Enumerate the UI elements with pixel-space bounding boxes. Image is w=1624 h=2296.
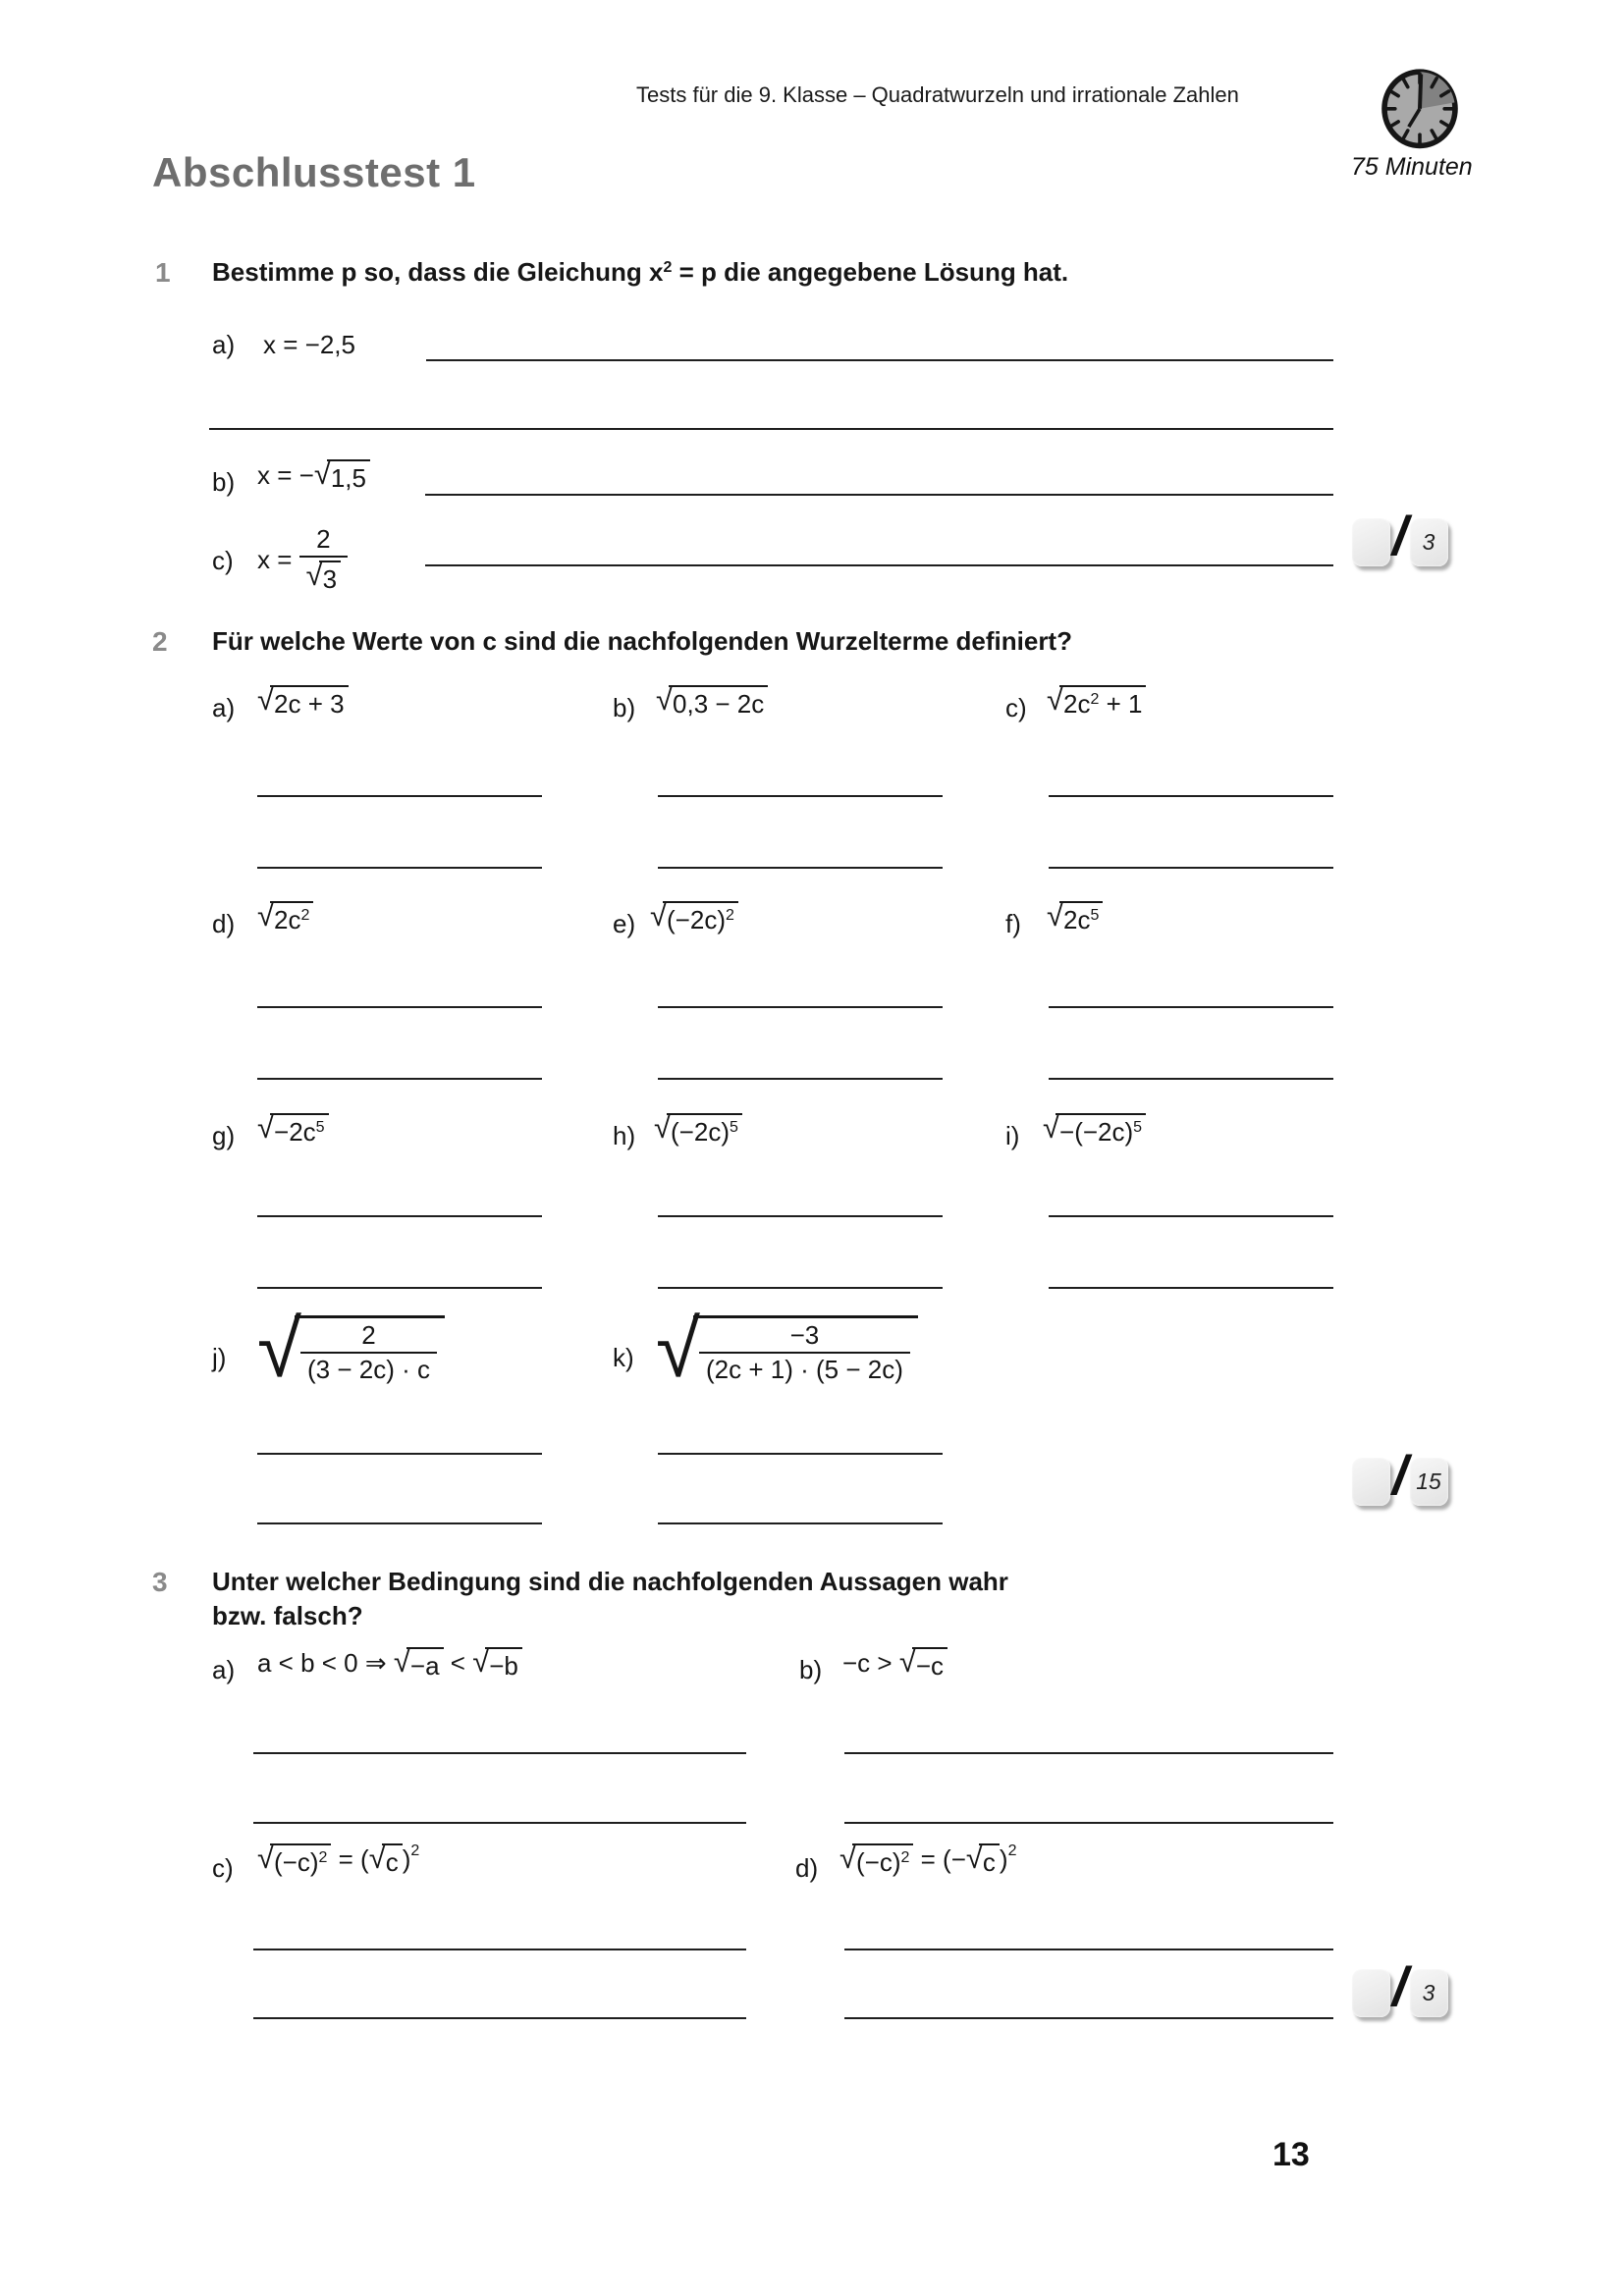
answer-line (257, 867, 542, 869)
item-label: j) (212, 1343, 227, 1372)
answer-line (257, 1453, 542, 1455)
item-label: i) (1005, 1121, 1020, 1150)
score-achieved-box (1352, 1458, 1390, 1506)
item-expression: √ $\frac{-3}{(2c + 1) \cdot (5 - 2c)}$ (656, 1315, 918, 1384)
answer-line (257, 1287, 542, 1289)
answer-line (209, 428, 1333, 430)
answer-line (253, 1949, 746, 1950)
item-expression: √ $(-2c)^2$ (650, 901, 738, 934)
answer-line (257, 1078, 542, 1080)
item-expression: √ $(-c)^2$ = ( √ c ) $^2$ (257, 1841, 420, 1877)
item-label: k) (613, 1343, 634, 1372)
score-slash: / (1392, 505, 1408, 566)
answer-line (658, 1522, 943, 1524)
item-expression: a < b < 0 ⇒ √ −a < √ −b (257, 1647, 522, 1681)
score-box (1352, 1955, 1448, 2017)
answer-line (1049, 1078, 1333, 1080)
answer-line (658, 1287, 943, 1289)
answer-line (257, 1006, 542, 1008)
answer-line (257, 1215, 542, 1217)
answer-line (253, 1822, 746, 1824)
score-max-box: 3 (1410, 1969, 1448, 2017)
item-expression: x = 2 √ 3 (257, 526, 348, 594)
answer-line (844, 2017, 1333, 2019)
running-head: Tests für die 9. Klasse – Quadratwurzeln und irrationale Zahlen (636, 82, 1239, 107)
question-number: 2 (152, 626, 168, 657)
item-label: b) (212, 467, 236, 497)
item-label: a) (212, 693, 236, 722)
item-label: e) (613, 909, 636, 938)
page-title: Abschlusstest 1 (152, 149, 476, 195)
score-max-box: 3 (1410, 518, 1448, 566)
duration-label: 75 Minuten (1351, 153, 1473, 181)
item-label: d) (795, 1853, 819, 1883)
score-max-box: 15 (1410, 1458, 1448, 1506)
item-label: h) (613, 1121, 636, 1150)
item-expression: √ $2c^2$ (257, 901, 313, 934)
item-expression: x = − √ 1,5 (257, 459, 370, 493)
item-expression: √ $2c^2 + 1$ (1047, 685, 1146, 719)
question-statement: Bestimme p so, dass die Gleichung $x^2 = p$ die angegebene Lösung hat. (212, 257, 1069, 287)
answer-line (425, 564, 1333, 566)
answer-line (658, 1006, 943, 1008)
score-slash: / (1392, 1955, 1408, 2017)
question-statement: Unter welcher Bedingung sind die nachfolgenden Aussagen wahr bzw. falsch? (212, 1567, 1008, 1631)
item-label: a) (212, 330, 236, 359)
answer-line (1049, 1006, 1333, 1008)
answer-line (253, 2017, 746, 2019)
answer-line (425, 494, 1333, 496)
item-expression: −c > √ −c (842, 1647, 947, 1681)
item-label: b) (613, 693, 636, 722)
score-box (1352, 505, 1448, 566)
answer-line (257, 1522, 542, 1524)
item-label: c) (212, 1853, 234, 1883)
answer-line (658, 1215, 943, 1217)
score-box (1352, 1444, 1448, 1506)
item-label: b) (799, 1655, 823, 1684)
item-expression: √ $-2c^5$ (257, 1113, 329, 1147)
answer-line (844, 1752, 1333, 1754)
question-number: 3 (152, 1567, 168, 1597)
answer-line (658, 795, 943, 797)
answer-line (1049, 867, 1333, 869)
score-achieved-box (1352, 518, 1390, 566)
score-achieved-box (1352, 1969, 1390, 2017)
score-slash: / (1392, 1444, 1408, 1506)
question-number: 1 (155, 257, 171, 288)
answer-line (426, 359, 1333, 361)
answer-line (658, 1453, 943, 1455)
item-expression: √ $2c^5$ (1047, 901, 1103, 934)
item-label: c) (212, 546, 234, 575)
item-label: g) (212, 1121, 236, 1150)
answer-line (253, 1752, 746, 1754)
item-expression: √ $(-c)^2$ = (− √ c ) $^2$ (839, 1841, 1017, 1877)
answer-line (658, 867, 943, 869)
item-label: c) (1005, 693, 1027, 722)
answer-line (844, 1822, 1333, 1824)
item-label: a) (212, 1655, 236, 1684)
clock-icon (1380, 67, 1459, 154)
item-label: f) (1005, 909, 1021, 938)
page-number: 13 (1272, 2136, 1310, 2173)
item-expression: √ $-(-2c)^5$ (1043, 1113, 1146, 1147)
item-expression: √ 0,3 − 2c (656, 685, 768, 719)
answer-line (658, 1078, 943, 1080)
item-expression: √ $\frac{2}{(3 - 2c) \cdot c}$ (257, 1315, 445, 1384)
question-statement: Für welche Werte von c sind die nachfolgenden Wurzelterme definiert? (212, 626, 1072, 656)
answer-line (1049, 1287, 1333, 1289)
answer-line (1049, 795, 1333, 797)
item-expression: √ $(-2c)^5$ (654, 1113, 742, 1147)
answer-line (1049, 1215, 1333, 1217)
answer-line (257, 795, 542, 797)
item-expression: √ 2c + 3 (257, 685, 349, 719)
item-expression: x = −2,5 (263, 330, 355, 359)
item-label: d) (212, 909, 236, 938)
answer-line (844, 1949, 1333, 1950)
